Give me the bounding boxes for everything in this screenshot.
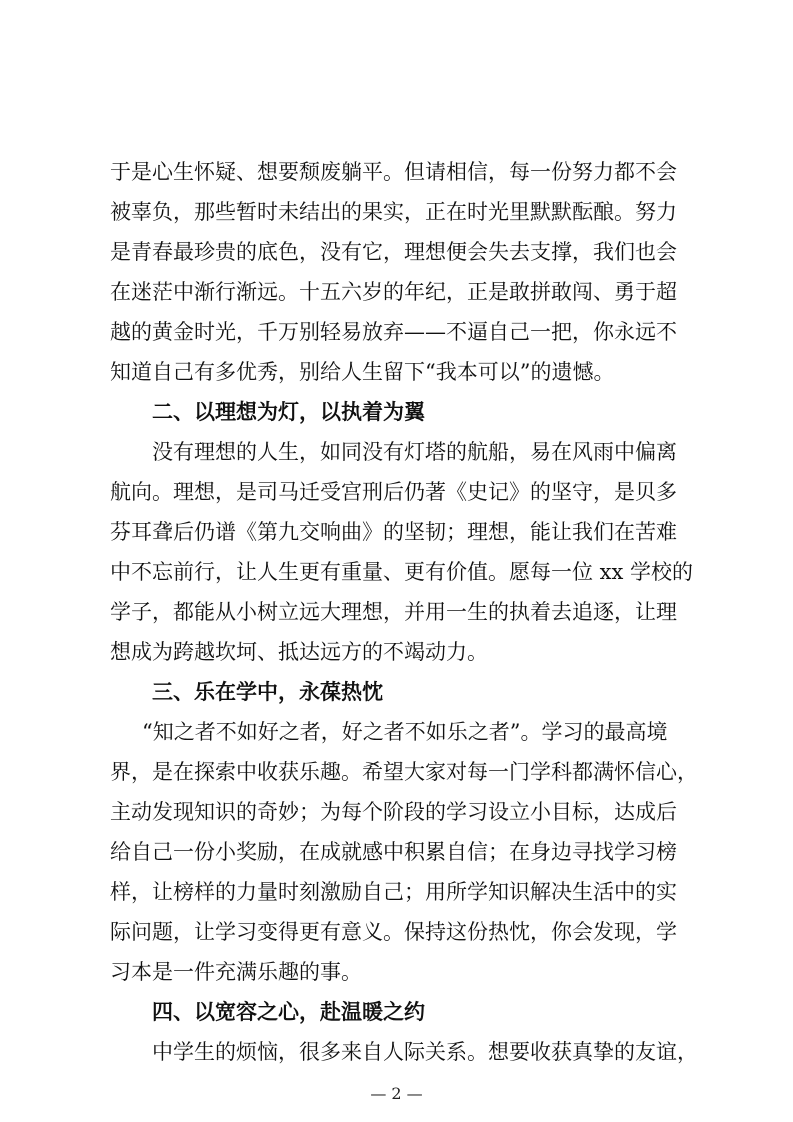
body-line-18: 际问题，让学习变得更有意义。保持这份热忱，你会发现，学 (110, 920, 677, 944)
body-line-5: 越的黄金时光，千万别轻易放弃——不逼自己一把，你永远不 (110, 320, 677, 344)
body-line-10: 中不忘前行，让人生更有重量、更有价值。愿每一位 xx 学校的 (110, 560, 694, 584)
body-line-2: 被辜负，那些暂时未结出的果实，正在时光里默默酝酿。努力 (110, 200, 677, 224)
body-line-4: 在迷茫中渐行渐远。十五六岁的年纪，正是敢拼敢闯、勇于超 (110, 280, 677, 304)
body-line-7: 没有理想的人生，如同没有灯塔的航船，易在风雨中偏离 (152, 440, 677, 464)
body-line-16: 给自己一份小奖励，在成就感中积累自信；在身边寻找学习榜 (110, 840, 677, 864)
body-line-11: 学子，都能从小树立远大理想，并用一生的执着去追逐，让理 (110, 600, 677, 624)
page-number: — 2 — (370, 1084, 423, 1103)
body-line-6: 知道自己有多优秀，别给人生留下“我本可以”的遗憾。 (110, 360, 615, 384)
body-line-15: 主动发现知识的奇妙；为每个阶段的学习设立小目标，达成后 (110, 800, 677, 824)
body-line-12: 想成为跨越坎坷、抵达远方的不竭动力。 (110, 640, 488, 664)
body-line-20: 中学生的烦恼，很多来自人际关系。想要收获真挚的友谊， (152, 1040, 698, 1064)
section-heading-4: 四、以宽容之心，赴温暖之约 (152, 1000, 425, 1024)
body-line-3: 是青春最珍贵的底色，没有它，理想便会失去支撑，我们也会 (110, 240, 677, 264)
body-line-1: 于是心生怀疑、想要颓废躺平。但请相信，每一份努力都不会 (110, 160, 677, 184)
body-line-9: 芬耳聋后仍谱《第九交响曲》的坚韧；理想，能让我们在苦难 (110, 520, 677, 544)
section-heading-3: 三、乐在学中，永葆热忱 (152, 680, 383, 704)
body-line-14: 界，是在探索中收获乐趣。希望大家对每一门学科都满怀信心， (110, 760, 698, 784)
body-line-8: 航向。理想，是司马迁受宫刑后仍著《史记》的坚守，是贝多 (110, 480, 677, 504)
body-line-17: 样，让榜样的力量时刻激励自己；用所学知识解决生活中的实 (110, 880, 677, 904)
section-heading-2: 二、以理想为灯，以执着为翼 (152, 400, 425, 424)
body-line-19: 习本是一件充满乐趣的事。 (110, 960, 362, 984)
body-line-13: “知之者不如好之者，好之者不如乐之者”。学习的最高境 (142, 720, 668, 744)
